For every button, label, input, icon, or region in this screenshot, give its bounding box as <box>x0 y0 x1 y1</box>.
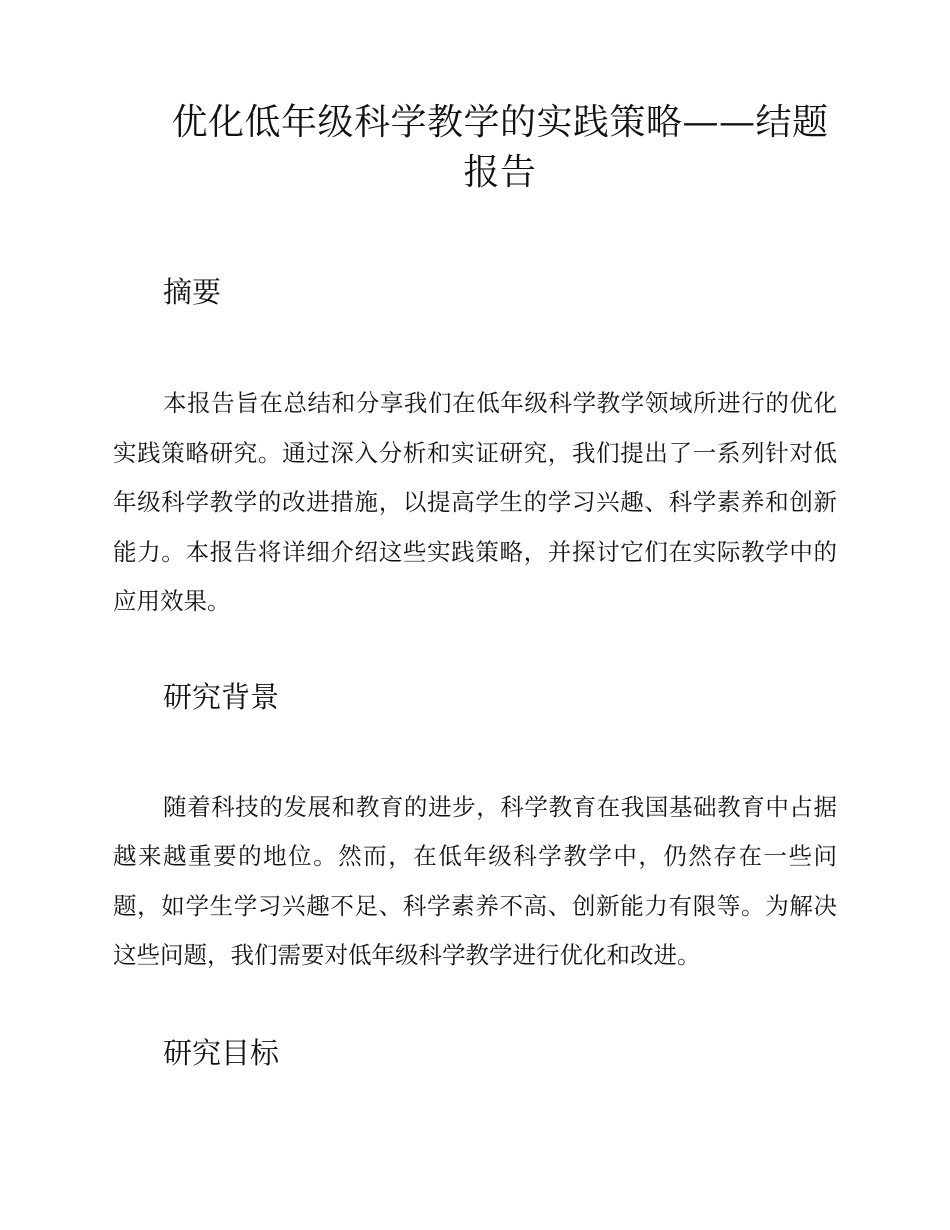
paragraph-abstract: 本报告旨在总结和分享我们在低年级科学教学领域所进行的优化实践策略研究。通过深入分析和实证研究，我们提出了一系列针对低年级科学教学的改进措施，以提高学生的学习兴趣、科学素养和创新能力。本报告将详细介绍这些实践策略，并探讨它们在实际教学中的应用效果。 <box>113 389 837 615</box>
paragraph-background: 随着科技的发展和教育的进步，科学教育在我国基础教育中占据越来越重要的地位。然而，在低年级科学教学中，仍然存在一些问题，如学生学习兴趣不足、科学素养不高、创新能力有限等。为解决这些问题，我们需要对低年级科学教学进行优化和改进。 <box>113 792 837 969</box>
document-title: 优化低年级科学教学的实践策略——结题报告 <box>171 102 829 193</box>
section-heading-goals: 研究目标 <box>163 1035 280 1070</box>
section-heading-abstract: 摘要 <box>163 275 222 309</box>
section-heading-background: 研究背景 <box>163 679 280 714</box>
